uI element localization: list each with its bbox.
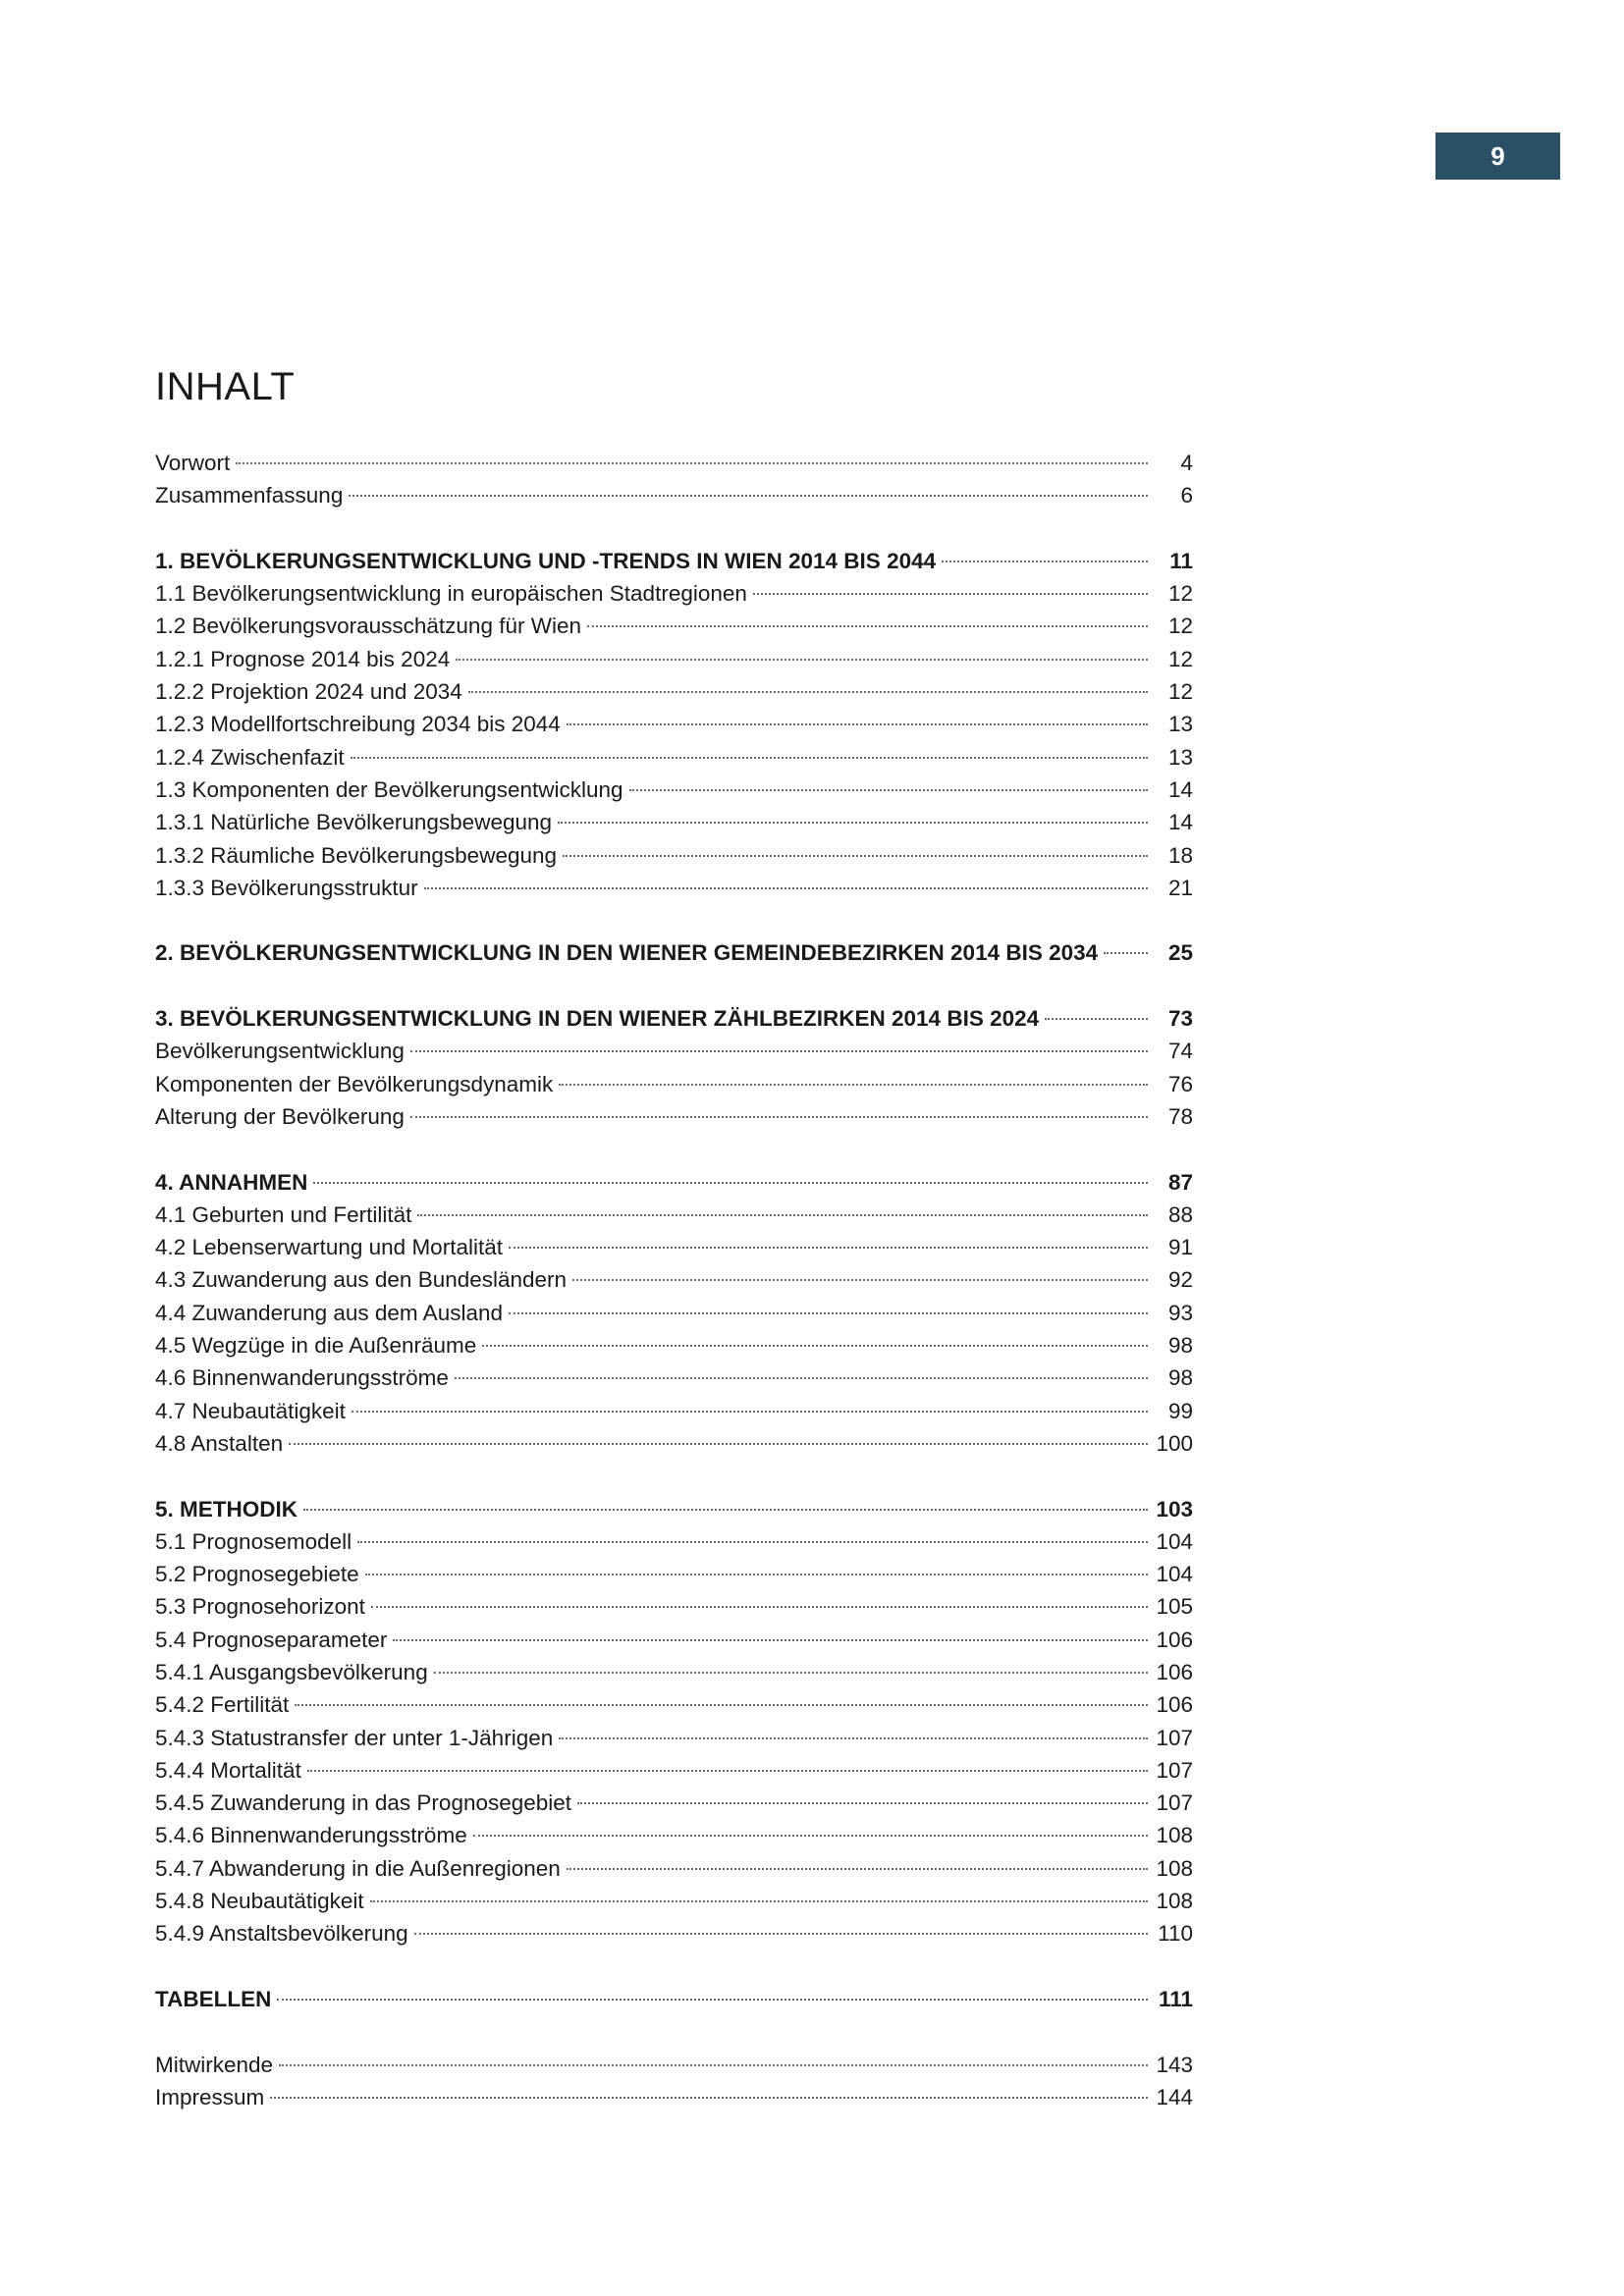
toc-entry[interactable] — [155, 1362, 1193, 1394]
toc-entry[interactable] — [155, 1035, 1193, 1067]
toc-entry-page: 14 — [1167, 810, 1193, 835]
toc-dot-leader — [434, 1672, 1148, 1674]
toc-entry[interactable] — [155, 1983, 1193, 2015]
toc-entry-page: 98 — [1167, 1365, 1193, 1391]
toc-section — [155, 545, 1193, 904]
toc-entry-title: 5.4.4 Mortalität — [155, 1757, 301, 1783]
toc-entry-title: 1.1 Bevölkerungsentwicklung in europäischen Stadtregionen — [155, 581, 747, 607]
toc-entry-page: 91 — [1167, 1235, 1193, 1260]
toc-entry[interactable] — [155, 675, 1193, 708]
toc-entry-title: Zusammenfassung — [155, 483, 344, 508]
toc-dot-leader — [417, 1214, 1148, 1216]
toc-dot-leader — [455, 1377, 1148, 1379]
toc-entry[interactable] — [155, 610, 1193, 642]
toc-entry-title: 4.3 Zuwanderung aus den Bundesländern — [155, 1267, 568, 1293]
toc-section — [155, 1493, 1193, 1950]
toc-entry-title: 1.2.4 Zwischenfazit — [155, 744, 345, 770]
toc-entry-title: 5.2 Prognosegebiete — [155, 1562, 359, 1587]
toc-dot-leader — [277, 1999, 1148, 2001]
toc-dot-leader — [1104, 952, 1148, 954]
toc-entry-page: 100 — [1156, 1430, 1193, 1456]
toc-entry-title: 1.2.1 Prognose 2014 bis 2024 — [155, 646, 451, 671]
toc-entry[interactable] — [155, 839, 1193, 872]
toc-entry-page: 76 — [1167, 1071, 1193, 1096]
toc-dot-leader — [587, 625, 1148, 627]
toc-dot-leader — [424, 887, 1148, 889]
toc-entry-page: 4 — [1180, 451, 1193, 475]
toc-entry-title: 4. ANNAHMEN — [155, 1169, 308, 1195]
toc-dot-leader — [942, 561, 1148, 562]
toc-entry-title: 4.8 Anstalten — [155, 1430, 284, 1456]
toc-entry-page: 111 — [1158, 1986, 1193, 2011]
toc-entry[interactable] — [155, 1885, 1193, 1917]
toc-entry-page: 12 — [1167, 679, 1193, 705]
toc-entry-page: 107 — [1156, 1725, 1193, 1750]
toc-entry-title: 1.2 Bevölkerungsvorausschätzung für Wien — [155, 614, 581, 639]
toc-dot-leader — [414, 1933, 1148, 1935]
toc-dot-leader — [567, 1868, 1148, 1870]
toc-dot-leader — [349, 495, 1148, 497]
toc-entry-page: 106 — [1156, 1692, 1193, 1718]
toc-entry[interactable] — [155, 479, 1193, 511]
toc-section — [155, 2049, 1193, 2114]
toc-entry-title: 5.4.8 Neubautätigkeit — [155, 1889, 364, 1914]
toc-dot-leader — [303, 1509, 1148, 1511]
toc-entry-page: 87 — [1167, 1169, 1193, 1195]
toc-entry[interactable] — [155, 1819, 1193, 1851]
toc-entry-title: 5.4.3 Statustransfer der unter 1-Jährigen — [155, 1725, 554, 1750]
toc-dot-leader — [307, 1770, 1148, 1772]
toc-dot-leader — [629, 789, 1148, 791]
toc-entry-title: 5.4.5 Zuwanderung in das Prognosegebiet — [155, 1790, 572, 1816]
toc-entry[interactable] — [155, 774, 1193, 806]
toc-entry-title: 4.6 Binnenwanderungsströme — [155, 1365, 449, 1391]
toc-dot-leader — [572, 1279, 1148, 1281]
toc-entry-page: 107 — [1156, 1757, 1193, 1783]
toc-entry-title: 5. METHODIK — [155, 1496, 298, 1522]
toc-entry[interactable] — [155, 1068, 1193, 1100]
toc-entry-title: Vorwort — [155, 451, 231, 475]
toc-entry[interactable] — [155, 2049, 1193, 2081]
toc-dot-leader — [410, 1116, 1148, 1118]
toc-entry-title: 5.1 Prognosemodell — [155, 1528, 352, 1554]
toc-entry-page: 6 — [1180, 483, 1193, 508]
toc-entry-page: 11 — [1169, 548, 1193, 573]
toc-dot-leader — [753, 593, 1148, 595]
toc-entry-title: 5.4 Prognoseparameter — [155, 1627, 388, 1652]
toc-entry-page: 12 — [1167, 646, 1193, 671]
toc-entry[interactable] — [155, 643, 1193, 675]
toc-entry[interactable] — [155, 1427, 1193, 1460]
toc-entry[interactable] — [155, 1231, 1193, 1263]
toc-entry-page: 88 — [1167, 1201, 1193, 1227]
toc-entry-title: 4.1 Geburten und Fertilität — [155, 1201, 412, 1227]
toc-section — [155, 1166, 1193, 1461]
toc-entry-title: Mitwirkende — [155, 2052, 274, 2077]
toc-dot-leader — [351, 757, 1148, 759]
toc-dot-leader — [468, 691, 1148, 693]
toc-entry[interactable] — [155, 1787, 1193, 1819]
toc-heading: INHALT — [155, 365, 296, 408]
toc-entry-title: 4.2 Lebenserwartung und Mortalität — [155, 1235, 503, 1260]
toc-entry-title: Impressum — [155, 2084, 265, 2109]
toc-entry-page: 12 — [1167, 614, 1193, 639]
toc-entry-title: 1.3 Komponenten der Bevölkerungsentwicklung — [155, 776, 623, 802]
toc-dot-leader — [370, 1900, 1148, 1902]
toc-dot-leader — [352, 1411, 1148, 1413]
toc-entry-title: 5.4.7 Abwanderung in die Außenregionen — [155, 1855, 561, 1881]
toc-dot-leader — [482, 1345, 1148, 1347]
toc-dot-leader — [473, 1835, 1148, 1837]
toc-dot-leader — [558, 822, 1148, 824]
toc-entry[interactable] — [155, 1688, 1193, 1721]
toc-entry[interactable] — [155, 1002, 1193, 1035]
toc-entry-title: 5.4.1 Ausgangsbevölkerung — [155, 1659, 428, 1684]
toc-entry-page: 104 — [1156, 1528, 1193, 1554]
toc-entry[interactable] — [155, 872, 1193, 904]
toc-entry-page: 106 — [1156, 1627, 1193, 1652]
toc-entry-page: 74 — [1167, 1039, 1193, 1064]
toc-dot-leader — [393, 1639, 1148, 1641]
toc-entry[interactable] — [155, 1852, 1193, 1885]
toc-dot-leader — [509, 1247, 1148, 1249]
toc-entry-title: 4.7 Neubautätigkeit — [155, 1398, 346, 1423]
toc-entry[interactable] — [155, 1558, 1193, 1590]
toc-entry[interactable] — [155, 741, 1193, 774]
toc-entry-page: 108 — [1156, 1855, 1193, 1881]
toc-entry[interactable] — [155, 1722, 1193, 1754]
toc-entry[interactable] — [155, 545, 1193, 577]
toc-entry-title: 1.3.3 Bevölkerungsstruktur — [155, 875, 418, 900]
toc-section — [155, 447, 1193, 512]
toc-entry-page: 98 — [1167, 1333, 1193, 1359]
page-number-badge — [1435, 133, 1560, 180]
toc-entry[interactable] — [155, 1624, 1193, 1656]
toc-entry-title: 5.3 Prognosehorizont — [155, 1594, 365, 1620]
toc-entry-title: Bevölkerungsentwicklung — [155, 1039, 405, 1064]
toc-dot-leader — [371, 1606, 1148, 1608]
toc-entry-title: 1.3.1 Natürliche Bevölkerungsbewegung — [155, 810, 553, 835]
toc-entry-title: Alterung der Bevölkerung — [155, 1103, 405, 1129]
toc-dot-leader — [295, 1704, 1148, 1706]
toc-entry[interactable] — [155, 2081, 1193, 2113]
toc-entry[interactable] — [155, 577, 1193, 610]
toc-entry-page: 143 — [1156, 2052, 1193, 2077]
toc-entry[interactable] — [155, 936, 1193, 969]
toc-entry[interactable] — [155, 1754, 1193, 1787]
page-number: 9 — [1490, 140, 1505, 171]
toc-entry-page: 92 — [1167, 1267, 1193, 1293]
toc-entry-page: 108 — [1156, 1889, 1193, 1914]
toc-entry-page: 14 — [1167, 776, 1193, 802]
toc-entry-page: 25 — [1167, 940, 1193, 966]
toc-entry-title: 1. BEVÖLKERUNGSENTWICKLUNG UND -TRENDS IN WIEN 2014 BIS 2044 — [155, 548, 937, 573]
toc-entry[interactable] — [155, 1395, 1193, 1427]
toc-dot-leader — [456, 659, 1148, 661]
toc-entry-page: 107 — [1156, 1790, 1193, 1816]
toc-dot-leader — [279, 2064, 1148, 2066]
toc-dot-leader — [559, 1737, 1148, 1739]
toc-entry-title: 4.4 Zuwanderung aus dem Ausland — [155, 1300, 503, 1325]
toc-dot-leader — [577, 1802, 1148, 1804]
toc-entry[interactable] — [155, 1656, 1193, 1688]
toc-entry-page: 73 — [1167, 1006, 1193, 1032]
toc-entry-title: 1.2.2 Projektion 2024 und 2034 — [155, 679, 462, 705]
toc-dot-leader — [289, 1443, 1148, 1445]
toc-entry-title: 1.3.2 Räumliche Bevölkerungsbewegung — [155, 842, 558, 868]
toc-entry-title: 5.4.2 Fertilität — [155, 1692, 290, 1718]
toc-section — [155, 1983, 1193, 2015]
toc-entry-page: 110 — [1158, 1921, 1193, 1947]
toc-entry-title: 1.2.3 Modellfortschreibung 2034 bis 2044 — [155, 712, 561, 737]
toc-entry-title: 2. BEVÖLKERUNGSENTWICKLUNG IN DEN WIENER GEMEINDEBEZIRKEN 2014 BIS 2034 — [155, 940, 1099, 966]
toc-entry-page: 13 — [1167, 712, 1193, 737]
toc-entry[interactable] — [155, 1166, 1193, 1199]
toc-entry-title: 5.4.6 Binnenwanderungsströme — [155, 1823, 467, 1848]
toc-dot-leader — [270, 2097, 1148, 2099]
toc-entry-page: 105 — [1156, 1594, 1193, 1620]
toc-entry[interactable] — [155, 1263, 1193, 1296]
toc-entry[interactable] — [155, 1297, 1193, 1329]
toc-dot-leader — [236, 462, 1148, 464]
toc-entry-title: 3. BEVÖLKERUNGSENTWICKLUNG IN DEN WIENER ZÄHLBEZIRKEN 2014 BIS 2024 — [155, 1006, 1040, 1032]
toc-entry-page: 78 — [1167, 1103, 1193, 1129]
toc-dot-leader — [559, 1084, 1148, 1086]
toc-entry[interactable] — [155, 1329, 1193, 1362]
toc-dot-leader — [357, 1541, 1148, 1543]
toc-entry-title: 4.5 Wegzüge in die Außenräume — [155, 1333, 477, 1359]
toc-entry-page: 103 — [1156, 1496, 1193, 1522]
toc-entry[interactable] — [155, 806, 1193, 838]
toc-dot-leader — [509, 1312, 1148, 1314]
toc-entry-page: 12 — [1167, 581, 1193, 607]
toc-entry[interactable] — [155, 1100, 1193, 1133]
toc-dot-leader — [365, 1574, 1148, 1575]
table-of-contents — [155, 447, 1193, 2146]
toc-entry[interactable] — [155, 1590, 1193, 1623]
toc-dot-leader — [1045, 1018, 1148, 1020]
toc-entry-title: Komponenten der Bevölkerungsdynamik — [155, 1071, 554, 1096]
toc-entry-page: 93 — [1167, 1300, 1193, 1325]
toc-entry[interactable] — [155, 1493, 1193, 1525]
toc-entry[interactable] — [155, 708, 1193, 740]
toc-entry-page: 144 — [1156, 2084, 1193, 2109]
toc-entry-title: 5.4.9 Anstaltsbevölkerung — [155, 1921, 408, 1947]
toc-entry[interactable] — [155, 447, 1193, 479]
toc-entry-page: 13 — [1167, 744, 1193, 770]
toc-entry[interactable] — [155, 1525, 1193, 1558]
toc-section — [155, 1002, 1193, 1133]
toc-dot-leader — [313, 1182, 1148, 1184]
toc-dot-leader — [567, 723, 1148, 725]
toc-entry-page: 108 — [1156, 1823, 1193, 1848]
toc-entry-page: 106 — [1156, 1659, 1193, 1684]
toc-entry[interactable] — [155, 1199, 1193, 1231]
toc-entry-page: 99 — [1167, 1398, 1193, 1423]
toc-dot-leader — [563, 855, 1148, 857]
toc-entry-page: 104 — [1156, 1562, 1193, 1587]
toc-entry-page: 18 — [1167, 842, 1193, 868]
toc-section — [155, 936, 1193, 969]
toc-dot-leader — [410, 1050, 1148, 1052]
toc-entry-page: 21 — [1167, 875, 1193, 900]
toc-entry-title: TABELLEN — [155, 1986, 272, 2011]
toc-entry[interactable] — [155, 1917, 1193, 1949]
